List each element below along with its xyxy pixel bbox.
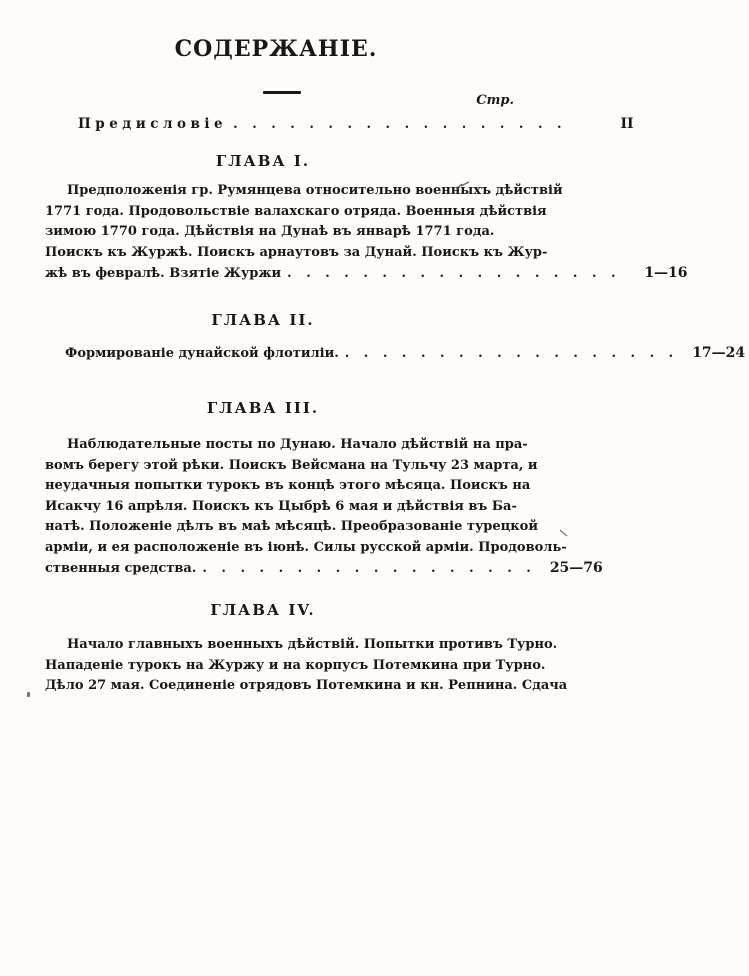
summary-line: Поискъ къ Журжѣ. Поискъ арнаутовъ за Дунай. Поискъ къ Жур-	[45, 244, 548, 260]
chapter-1-summary	[45, 181, 688, 285]
summary-line: арміи, и ея расположеніе въ іюнѣ. Силы русской арміи. Продоволь-	[45, 539, 567, 555]
chapter-3-heading: ГЛАВА III.	[206, 399, 320, 417]
chapter-2-heading: ГЛАВА II.	[211, 311, 315, 329]
summary-line: натѣ. Положеніе дѣлъ въ маѣ мѣсяцѣ. Преобразованіе турецкой	[45, 519, 538, 534]
summary-line: 1771 года. Продовольствіе валахскаго отряда. Военныя дѣйствія	[45, 203, 547, 219]
summary-line: Нападеніе турокъ на Журжу и на корпусъ Потемкина при Турно.	[45, 657, 546, 673]
chapter-3-summary	[45, 435, 603, 580]
summary-line: Предположенія гр. Румянцева относительно военныхъ дѣйствій	[67, 183, 563, 198]
chapter-1-heading: ГЛАВА I.	[215, 152, 311, 170]
toc-entry-chapter-3	[45, 558, 603, 580]
summary-line: неудачныя попытки турокъ въ концѣ этого мѣсяца. Поискъ на	[45, 478, 531, 493]
toc-entry-chapter-1	[45, 263, 688, 285]
chapter-4-heading: ГЛАВА IV.	[210, 601, 316, 619]
summary-line: вомъ берегу этой рѣки. Поискъ Вейсмана на Тульчу 23 марта, и	[45, 457, 538, 473]
summary-line: Наблюдательные посты по Дунаю. Начало дѣйствій на пра-	[67, 437, 528, 452]
summary-line: Начало главныхъ военныхъ дѣйствій. Попытки противъ Турно.	[67, 637, 558, 652]
page-column-header: Стр.	[476, 93, 514, 108]
dot-leader: . . . . . . . . . . . . . . . . . .	[202, 561, 536, 576]
dot-leader: . . . . . . . . . . . . . . . . . .	[233, 117, 567, 132]
title-divider	[263, 91, 301, 94]
dot-leader: . . . . . . . . . . . . . . . . . .	[287, 266, 621, 281]
scan-artifact	[27, 692, 30, 697]
chapter-2-page-range: 17—24	[692, 345, 746, 361]
scan-artifact	[558, 528, 570, 538]
summary-line: Исакчу 16 апрѣля. Поискъ къ Цыбрѣ 6 мая и дѣйствія въ Ба-	[45, 498, 517, 514]
chapter-1-page-range: 1—16	[644, 265, 688, 281]
chapter-4-summary	[45, 635, 568, 697]
summary-line: жѣ въ февралѣ. Взятіе Журжи	[45, 266, 282, 281]
preface-label: Предисловіе	[78, 116, 228, 132]
scan-artifact	[455, 180, 471, 192]
summary-line: ственныя средства.	[45, 561, 197, 576]
summary-line: зимою 1770 года. Дѣйствія на Дунаѣ въ январѣ 1771 года.	[45, 224, 495, 239]
page-title: СОДЕРЖАНІЕ.	[174, 36, 378, 62]
dot-leader: . . . . . . . . . . . . . . . . . .	[344, 346, 679, 361]
summary-line: Дѣло 27 мая. Соединеніе отрядовъ Потемкина и кн. Репнина. Сдача	[45, 678, 568, 693]
toc-entry-preface	[45, 114, 634, 136]
summary-line: Формированіе дунайской флотиліи.	[65, 346, 339, 361]
preface-page-number: II	[620, 116, 634, 132]
toc-entry-chapter-2	[45, 343, 746, 365]
chapter-3-page-range: 25—76	[549, 560, 603, 576]
